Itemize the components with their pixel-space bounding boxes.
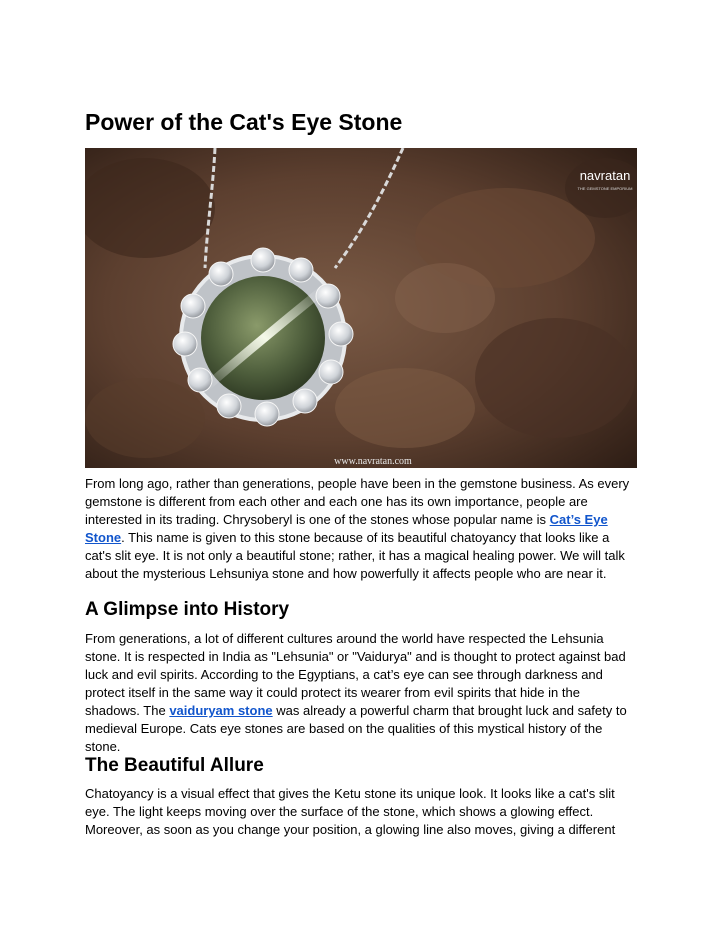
allure-paragraph: Chatoyancy is a visual effect that gives the Ketu stone its unique look. It looks like a cat's slit eye. The light keeps moving over the surface of the stone, which shows a glowing effect. Moreover, as soon as you change your position, a glowing line also moves, giving a different [85,786,616,837]
cats-eye-pendant-image [85,148,637,468]
vaiduryam-stone-link[interactable]: vaiduryam stone [169,703,273,718]
image-watermark: www.navratan.com [334,456,412,467]
brand-tagline: THE GEMSTONE EMPORIUM [577,186,633,191]
brand-logo: navratan [579,168,631,183]
allure-heading: The Beautiful Allure [85,755,264,776]
cats-eye-stone-link[interactable]: Cat’s Eye Stone [85,512,608,545]
history-heading: A Glimpse into History [85,599,290,620]
history-paragraph: From generations, a lot of different cultures around the world have respected the Lehsunia stone. It is respected in India as "Lehsunia" or "Vaidurya" and is thought to protect against bad luck and evil spirits. According to the Egyptians, a cat’s eye can see through darkness and protect itself in the same way it could protect its wearer from evil spirits that hide in the shadows. The vaiduryam stone was already a powerful charm that brought luck and safety to medieval Europe. Cats eye stones are based on the qualities of this mystical history of the stone. [85,631,627,754]
intro-paragraph: From long ago, rather than generations, people have been in the gemstone business. As every gemstone is different from each other and each one has its own importance, people are interested in its trading. Chrysoberyl is one of the stones whose popular name is Cat’s Eye Stone. This name is given to this stone because of its beautiful chatoyancy that looks like a cat's slit eye. It is not only a beautiful stone; rather, it has a magical healing power. We will talk about the mysterious Lehsuniya stone and how powerfully it affects people who are near it. [85,476,630,581]
page-title: Power of the Cat's Eye Stone [85,109,403,135]
